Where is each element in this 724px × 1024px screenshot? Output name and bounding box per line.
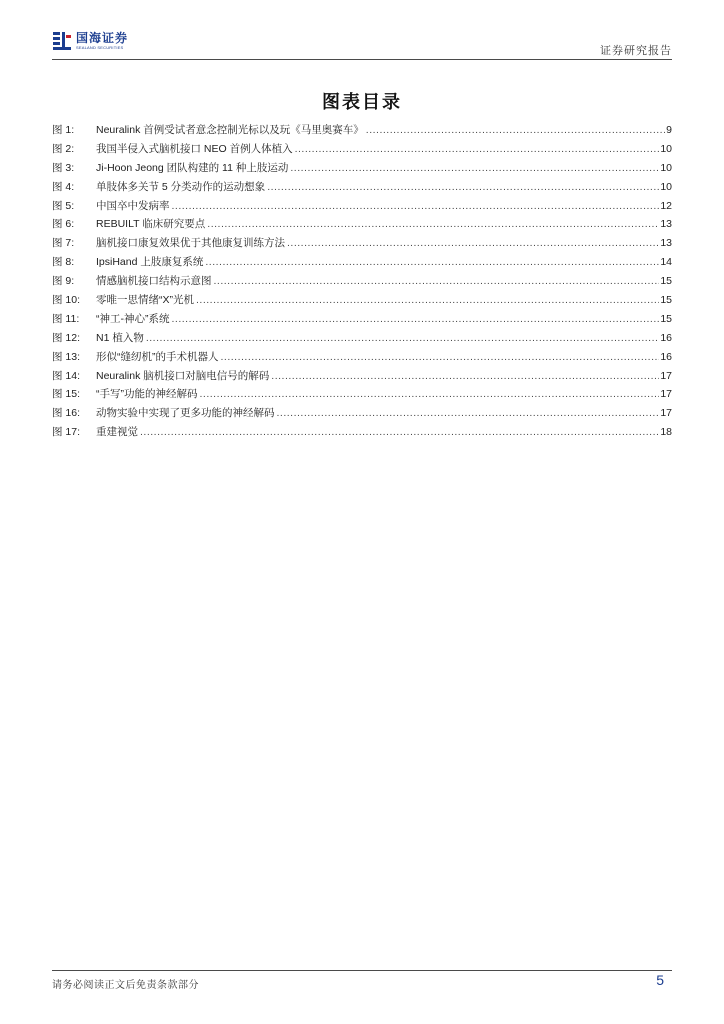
toc-leader-dots [140, 423, 659, 442]
toc-entry-title: IpsiHand 上肢康复系统 [96, 256, 204, 269]
toc-entry[interactable] [52, 272, 672, 291]
toc-leader-dots [295, 140, 660, 159]
toc-entry-title: 形似“缝纫机”的手术机器人 [96, 350, 219, 363]
toc-entry-page: 16 [660, 331, 672, 344]
toc-entry[interactable] [52, 140, 672, 159]
toc-entry[interactable] [52, 329, 672, 348]
toc-entry-label: 图 4: [52, 180, 75, 193]
toc-leader-dots [287, 234, 659, 253]
toc-entry[interactable] [52, 253, 672, 272]
toc-entry-label: 图 11: [52, 312, 80, 325]
toc-entry-title: REBUILT 临床研究要点 [96, 218, 206, 231]
toc-entry[interactable] [52, 385, 672, 404]
toc-leader-dots [207, 215, 659, 234]
toc-entry-label: 图 8: [52, 256, 75, 269]
toc-entry-page: 13 [660, 237, 672, 250]
toc-entry-title: 中国卒中发病率 [96, 199, 170, 212]
page-header [52, 28, 672, 62]
toc-entry-page: 15 [660, 312, 672, 325]
logo-mark-icon [52, 30, 72, 52]
toc-entry-page: 15 [660, 294, 672, 307]
toc-leader-dots [200, 385, 660, 404]
toc-entry-page: 14 [660, 256, 672, 269]
toc-entry-page: 10 [660, 142, 672, 155]
toc-entry-title: 动物实验中实现了更多功能的神经解码 [96, 407, 275, 420]
toc-leader-dots [146, 329, 659, 348]
toc-entry-label: 图 1: [52, 124, 75, 136]
toc-entry[interactable] [52, 159, 672, 178]
toc-entry-title: Neuralink 脑机接口对脑电信号的解码 [96, 369, 270, 382]
toc-entry[interactable] [52, 291, 672, 310]
toc-entry-title: 我国半侵入式脑机接口 NEO 首例人体植入 [96, 142, 293, 155]
toc-entry[interactable] [52, 197, 672, 216]
toc-entry[interactable] [52, 423, 672, 442]
toc-entry-page: 12 [660, 199, 672, 212]
toc-entry[interactable] [52, 404, 672, 423]
toc-leader-dots [267, 178, 659, 197]
toc-entry[interactable] [52, 121, 672, 140]
toc-leader-dots [290, 159, 659, 178]
toc-entry-label: 图 6: [52, 218, 75, 231]
toc-entry-label: 图 9: [52, 275, 75, 288]
toc-entry-label: 图 17: [52, 426, 81, 439]
toc-entry-title: Ji-Hoon Jeong 团队构建的 11 种上肢运动 [96, 161, 289, 174]
toc-leader-dots [366, 121, 665, 140]
toc-entry-title: 单肢体多关节 5 分类动作的运动想象 [96, 180, 266, 193]
toc-entry-label: 图 16: [52, 407, 81, 420]
toc-entry-label: 图 14: [52, 369, 81, 382]
toc-leader-dots [214, 272, 660, 291]
toc-entry-title: 重建视觉 [96, 426, 138, 439]
toc-entry-page: 17 [660, 407, 672, 420]
footer-disclaimer: 请务必阅读正文后免责条款部分 [52, 980, 199, 991]
toc-entry-page: 17 [660, 369, 672, 382]
logo-name-cn: 国海证券 [76, 31, 129, 45]
report-type-label: 证券研究报告 [600, 44, 672, 57]
toc-leader-dots [172, 310, 660, 329]
toc-entry-page: 16 [660, 350, 672, 363]
toc-entry[interactable] [52, 178, 672, 197]
toc-entry-label: 图 7: [52, 237, 75, 250]
toc-entry-title: Neuralink 首例受试者意念控制光标以及玩《马里奥赛车》 [96, 124, 364, 136]
company-logo [52, 30, 128, 52]
toc-entry-title: 情感脑机接口结构示意图 [96, 275, 212, 288]
page-number: 5 [656, 972, 664, 988]
footer-divider [52, 970, 672, 971]
toc-entry-page: 15 [660, 275, 672, 288]
toc-entry[interactable] [52, 348, 672, 367]
toc-entry-label: 图 13: [52, 350, 81, 363]
toc-entry-page: 13 [660, 218, 672, 231]
figure-toc [52, 121, 672, 442]
toc-entry[interactable] [52, 215, 672, 234]
toc-entry-title: 零唯一思情绪“X”光机 [96, 294, 194, 307]
toc-entry-page: 9 [666, 124, 672, 136]
toc-leader-dots [172, 197, 660, 216]
toc-entry-label: 图 15: [52, 388, 81, 401]
toc-entry-title: “神工-神心”系统 [96, 312, 170, 325]
toc-entry[interactable] [52, 367, 672, 386]
toc-entry-label: 图 2: [52, 142, 75, 155]
toc-entry-title: N1 植入物 [96, 331, 144, 344]
toc-entry[interactable] [52, 234, 672, 253]
toc-leader-dots [196, 291, 659, 310]
toc-entry-label: 图 10: [52, 294, 81, 307]
toc-leader-dots [277, 404, 660, 423]
logo-name-en: SEALAND SECURITIES [76, 45, 124, 50]
toc-leader-dots [221, 348, 660, 367]
toc-entry-page: 17 [660, 388, 672, 401]
toc-entry[interactable] [52, 310, 672, 329]
toc-entry-page: 10 [660, 161, 672, 174]
toc-entry-title: 脑机接口康复效果优于其他康复训练方法 [96, 237, 285, 250]
toc-leader-dots [205, 253, 659, 272]
toc-entry-label: 图 12: [52, 331, 81, 344]
toc-entry-label: 图 3: [52, 161, 75, 174]
toc-entry-page: 10 [660, 180, 672, 193]
toc-leader-dots [271, 367, 659, 386]
toc-entry-label: 图 5: [52, 199, 75, 212]
header-divider [52, 59, 672, 60]
toc-entry-page: 18 [660, 426, 672, 439]
toc-entry-title: “手写”功能的神经解码 [96, 388, 198, 401]
page-title: 图表目录 [322, 92, 402, 113]
